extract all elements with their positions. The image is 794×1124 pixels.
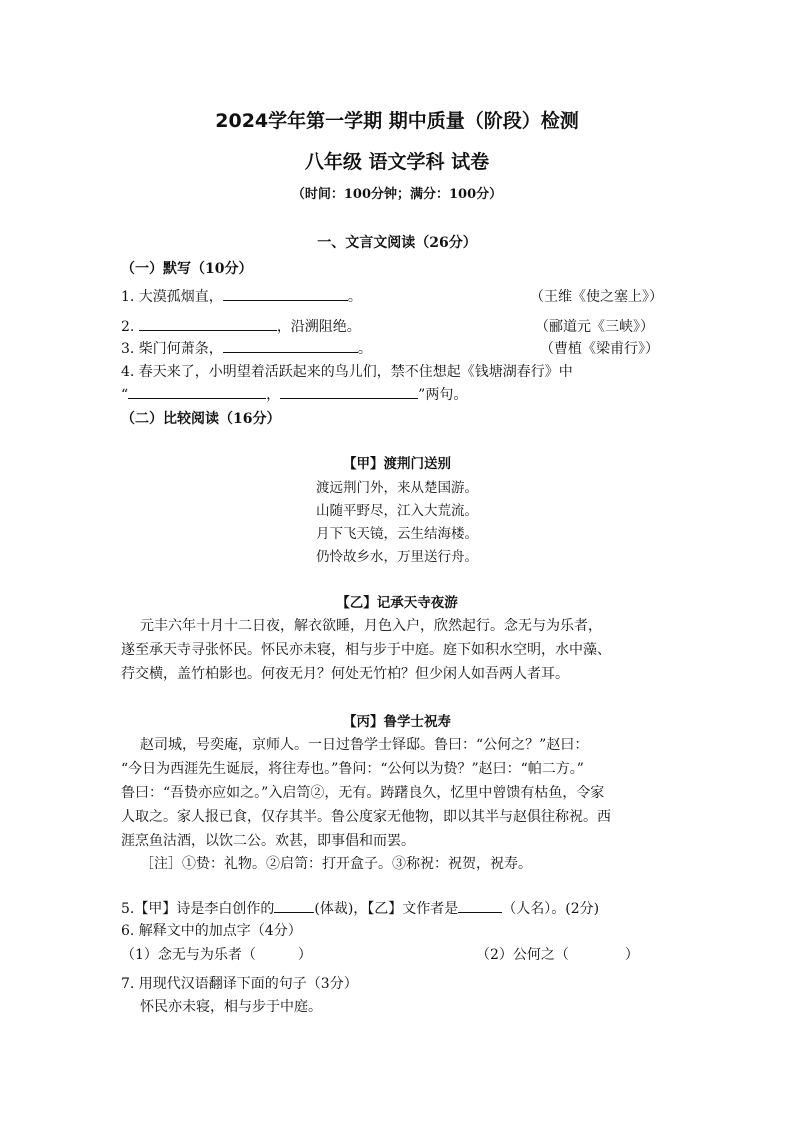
question-4-blanks bbox=[121, 384, 467, 404]
exam-subtitle: 八年级 语文学科 试卷 bbox=[304, 151, 490, 173]
bing-paragraph-line-3: 鲁曰：“吾贽亦应如之。”入启笥②，无有。踌躇良久，忆里中曾馈有枯鱼，令家 bbox=[121, 785, 605, 801]
q4-close-quote: ”两句。 bbox=[418, 387, 468, 403]
yi-paragraph-line-1: 元丰六年十月十二日夜，解衣欲睡，月色入户，欣然起行。念无与为乐者， bbox=[140, 618, 602, 634]
bing-paragraph-line-4: 人取之。家人报已食，仅存其半。鲁公度家无他物，即以其半与赵俱往称祝。西 bbox=[121, 809, 611, 825]
q5-blank-author[interactable] bbox=[458, 898, 502, 913]
question-6-2: （2）公何之（ ） bbox=[476, 947, 639, 963]
q5-blank-genre[interactable] bbox=[274, 898, 314, 913]
q4-blank-1[interactable] bbox=[128, 384, 266, 399]
q1-blank[interactable] bbox=[223, 286, 348, 301]
q4-blank-2[interactable] bbox=[280, 384, 418, 399]
q5-part-b: (体裁)，【乙】文作者是 bbox=[314, 901, 459, 917]
q1-suffix: 。 bbox=[347, 289, 362, 305]
jia-title: 【甲】渡荆门送别 bbox=[343, 456, 451, 472]
question-5 bbox=[121, 898, 599, 918]
yi-title: 【乙】记承天寺夜游 bbox=[336, 595, 458, 611]
exam-info: （时间：100分钟；满分：100分） bbox=[291, 187, 503, 202]
q2-suffix: ，沿溯阻绝。 bbox=[276, 319, 361, 335]
q1-source: （王维《使之塞上》） bbox=[530, 289, 663, 305]
q4-comma: ， bbox=[266, 387, 281, 403]
q3-blank[interactable] bbox=[223, 338, 358, 353]
bing-paragraph-line-1: 赵司城，号奕庵，京师人。一日过鲁学士铎邸。鲁曰：“公何之？”赵曰： bbox=[140, 737, 589, 753]
exam-title: 2024学年第一学期 期中质量（阶段）检测 bbox=[215, 110, 579, 132]
bing-note: ［注］①贽：礼物。②启笥：打开盒子。③称祝：祝贺，祝寿。 bbox=[140, 856, 532, 872]
bing-title: 【丙】鲁学士祝寿 bbox=[343, 714, 451, 730]
question-2 bbox=[121, 316, 361, 336]
q3-suffix: 。 bbox=[357, 341, 372, 357]
bing-paragraph-line-2: “今日为西涯先生诞辰，将往寿也。”鲁问：“公何以为贽？”赵曰：“帕二方。” bbox=[121, 761, 584, 777]
jia-line-4: 仍怜故乡水，万里送行舟。 bbox=[316, 549, 478, 565]
question-6: 6. 解释文中的加点字（4分） bbox=[121, 923, 302, 939]
q5-part-c: （人名）。(2分) bbox=[502, 901, 600, 917]
question-1 bbox=[121, 286, 362, 306]
bing-paragraph-line-5: 涯烹鱼沽酒，以饮二公。欢甚，即事倡和而罢。 bbox=[121, 833, 415, 849]
question-7-sentence: 怀民亦未寝，相与步于中庭。 bbox=[140, 999, 322, 1015]
yi-paragraph-line-3: 荇交横，盖竹柏影也。何夜无月？何处无竹柏？但少闲人如吾两人者耳。 bbox=[121, 666, 569, 682]
q4-open-quote: “ bbox=[121, 387, 129, 403]
jia-line-2: 山随平野尽，江入大荒流。 bbox=[316, 503, 478, 519]
q1-prefix: 1. 大漠孤烟直， bbox=[121, 289, 223, 305]
q3-source: （曹植《梁甫行》） bbox=[540, 341, 659, 357]
jia-line-3: 月下飞天镜，云生结海楼。 bbox=[316, 526, 478, 542]
jia-line-1: 渡远荆门外，来从楚国游。 bbox=[316, 480, 478, 496]
section1-heading: 一、文言文阅读（26分） bbox=[317, 235, 477, 251]
question-7: 7. 用现代汉语翻译下面的句子（3分） bbox=[121, 976, 358, 992]
part2-heading: （二）比较阅读（16分） bbox=[121, 411, 281, 427]
q2-source: （郦道元《三峡》） bbox=[535, 319, 654, 335]
yi-paragraph-line-2: 遂至承天寺寻张怀民。怀民亦未寝，相与步于中庭。庭下如积水空明，水中藻、 bbox=[121, 642, 611, 658]
question-4: 4. 春天来了，小明望着活跃起来的鸟儿们，禁不住想起《钱塘湖春行》中 bbox=[121, 364, 573, 380]
part1-heading: （一）默写（10分） bbox=[121, 261, 253, 277]
q3-prefix: 3. 柴门何萧条， bbox=[121, 341, 223, 357]
q5-part-a: 5.【甲】诗是李白创作的 bbox=[121, 901, 275, 917]
question-3 bbox=[121, 338, 372, 358]
question-6-1: （1）念无与为乐者（ ） bbox=[121, 947, 312, 963]
q2-blank[interactable] bbox=[139, 316, 277, 331]
q2-prefix: 2. bbox=[121, 319, 139, 335]
